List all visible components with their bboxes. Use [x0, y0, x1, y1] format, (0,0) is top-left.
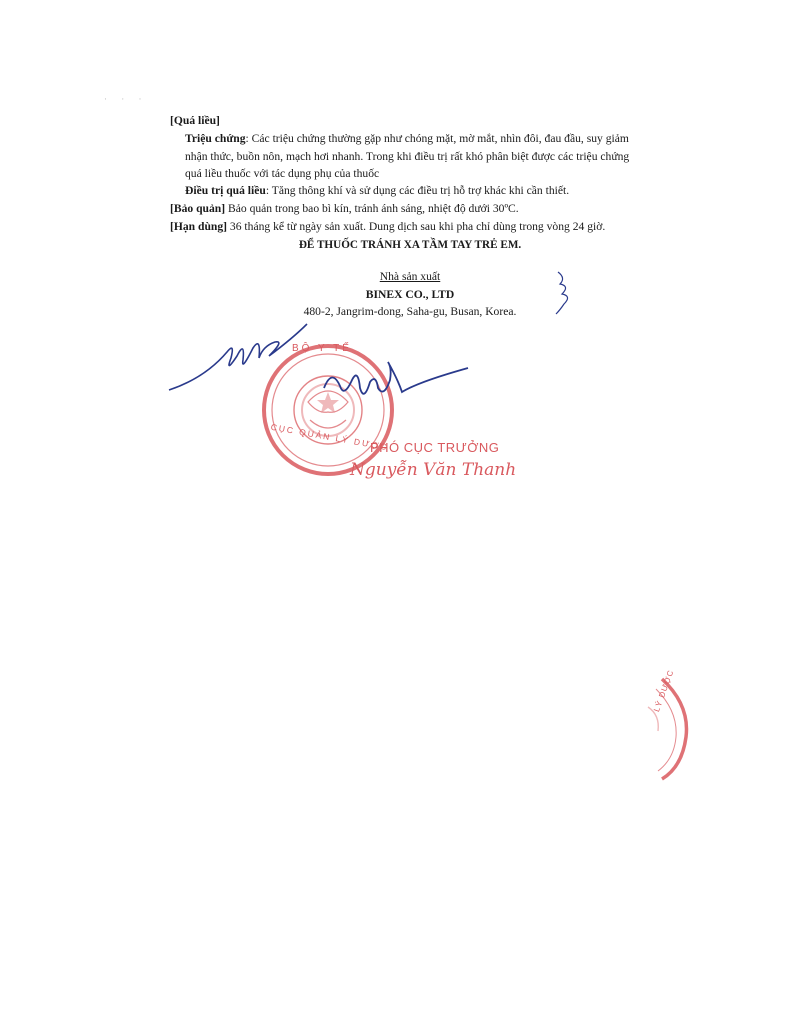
stamp-top-text: BỘ Y TẾ: [292, 343, 352, 354]
expiry-text: 36 tháng kể từ ngày sản xuất. Dung dịch sau khi pha chỉ dùng trong vòng 24 giờ.: [227, 220, 606, 233]
expiry-line: [170, 220, 605, 234]
manufacturer-name: BINEX CO., LTD: [365, 288, 455, 301]
storage-text: Bảo quản trong bao bì kín, tránh ánh sáng, nhiệt độ dưới 30ºC.: [225, 202, 519, 215]
stamp-title: PHÓ CỤC TRƯỞNG: [370, 440, 500, 455]
manufacturer-address: 480-2, Jangrim-dong, Saha-gu, Busan, Korea.: [303, 305, 517, 318]
manufacturer-label: [50, 270, 770, 284]
expiry-label: [Hạn dùng]: [170, 220, 228, 233]
stamp-bottom-text: CỤC QUẢN LÝ DƯỢC: [270, 421, 390, 453]
treatment-text: : Tăng thông khí và sử dụng các điều trị hỗ trợ khác khi cần thiết.: [265, 184, 570, 197]
symptoms-line-2: nhận thức, buồn nôn, mạch hơi nhanh. Trong khi điều trị rất khó phân biệt được các triệu chứng: [185, 150, 630, 163]
symptoms-line-3: quá liều thuốc với tác dụng phụ của thuốc: [185, 167, 380, 180]
center-signature: [318, 358, 478, 428]
initials-mark: [550, 268, 590, 318]
treatment-line: [185, 184, 569, 198]
partial-stamp-text: LÝ DƯỢC: [652, 668, 676, 714]
storage-line: [170, 202, 519, 216]
stamp-signer: Nguyễn Văn Thanh: [350, 460, 517, 480]
treatment-label: Điều trị quá liều: [185, 184, 266, 197]
overdose-heading: [Quá liều]: [170, 114, 220, 127]
symptoms-text-1: : Các triệu chứng thường gặp như chóng mặt, mờ mắt, nhìn đôi, đau đầu, suy giảm: [245, 132, 629, 145]
warning-text: ĐỂ THUỐC TRÁNH XA TẦM TAY TRẺ EM.: [298, 239, 522, 251]
storage-label: [Bảo quản]: [170, 202, 226, 215]
symptoms-label: Triệu chứng: [185, 132, 246, 145]
symptoms-line-1: [185, 132, 629, 146]
manufacturer-label-text: Nhà sản xuất: [379, 270, 441, 283]
scan-specks: · · ·: [104, 94, 148, 104]
